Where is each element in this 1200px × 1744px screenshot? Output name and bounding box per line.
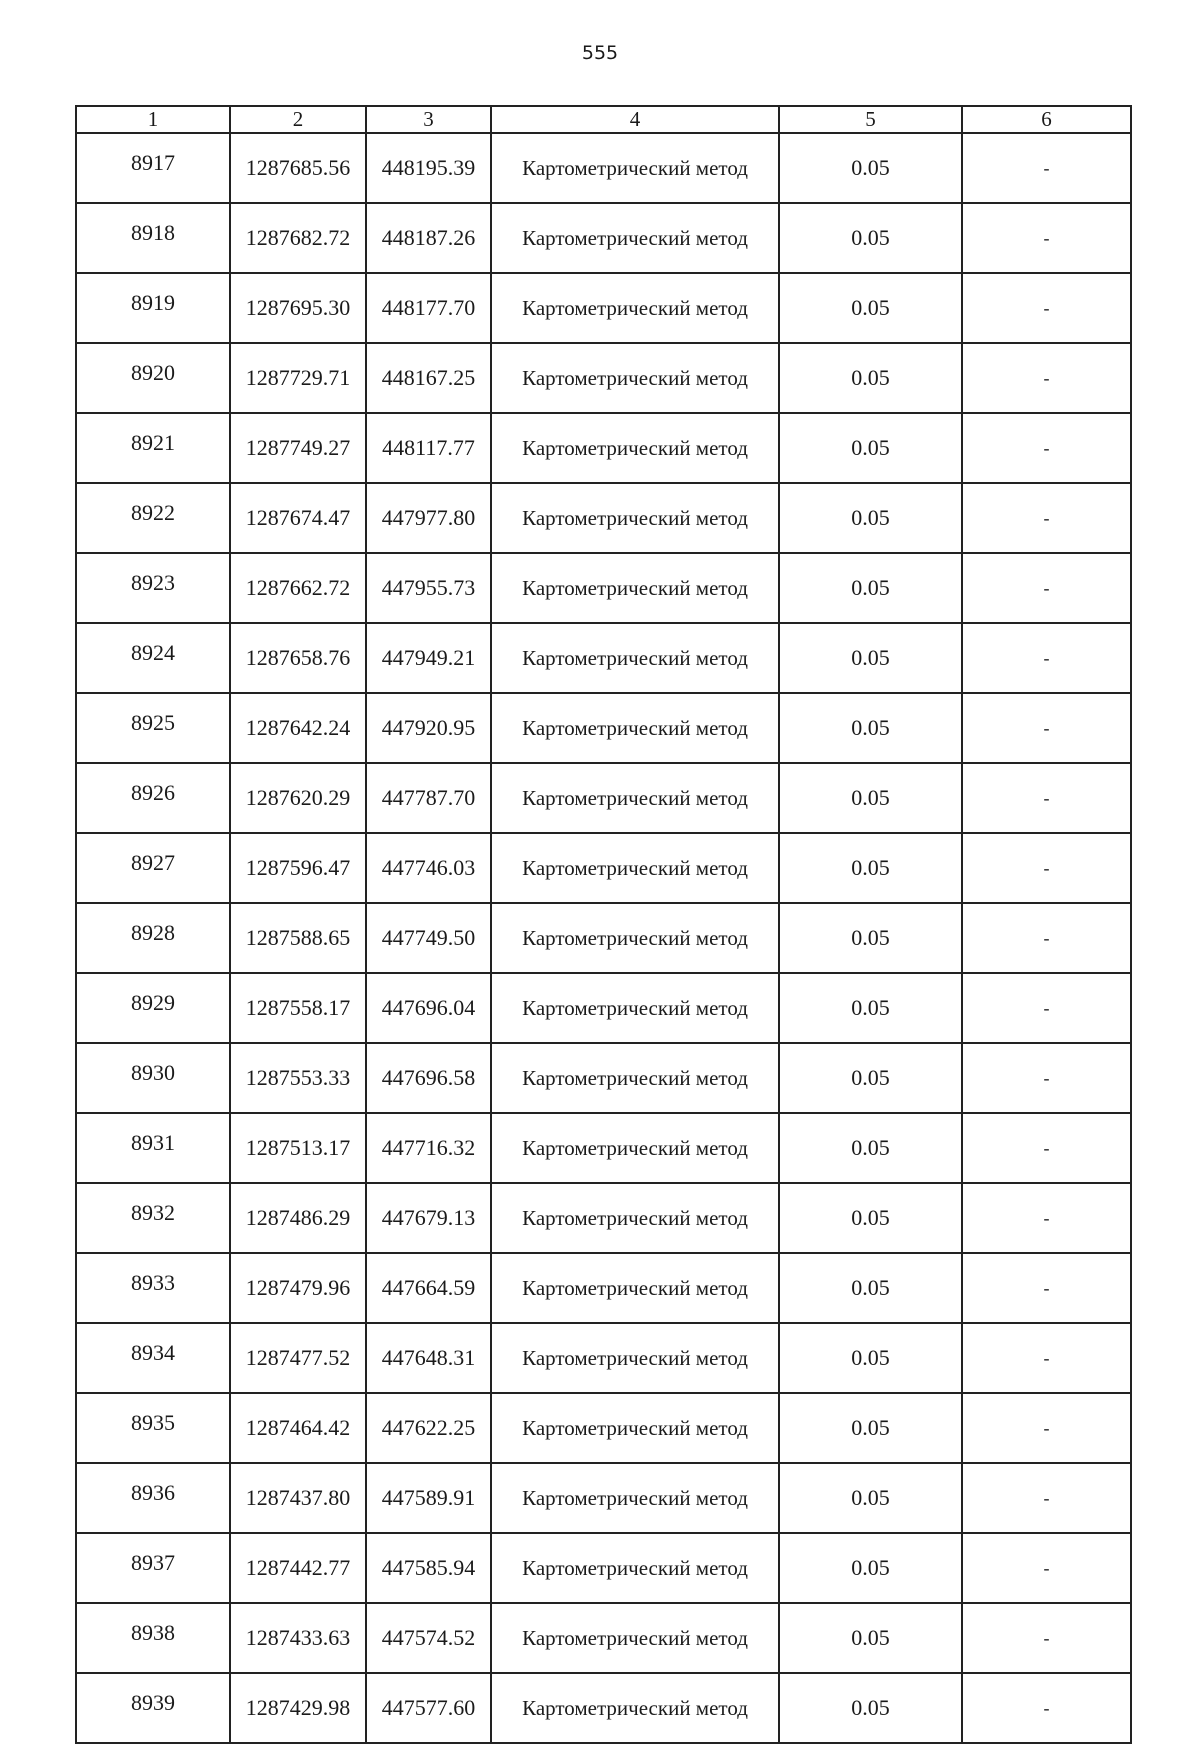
table-row bbox=[76, 1113, 1131, 1183]
accuracy-cell: 0.05 bbox=[779, 203, 962, 273]
column-header-3: 3 bbox=[366, 106, 491, 133]
note-cell: - bbox=[962, 1253, 1131, 1323]
coordinate-y-cell: 447696.04 bbox=[366, 973, 491, 1043]
method-cell: Картометрический метод bbox=[491, 343, 779, 413]
accuracy-cell: 0.05 bbox=[779, 973, 962, 1043]
coordinate-y-cell: 447787.70 bbox=[366, 763, 491, 833]
method-cell: Картометрический метод bbox=[491, 273, 779, 343]
method-cell: Картометрический метод bbox=[491, 973, 779, 1043]
coordinate-y-cell: 447716.32 bbox=[366, 1113, 491, 1183]
table-row bbox=[76, 273, 1131, 343]
accuracy-cell: 0.05 bbox=[779, 1113, 962, 1183]
accuracy-cell: 0.05 bbox=[779, 1043, 962, 1113]
accuracy-cell: 0.05 bbox=[779, 763, 962, 833]
accuracy-cell: 0.05 bbox=[779, 693, 962, 763]
accuracy-cell: 0.05 bbox=[779, 553, 962, 623]
method-cell: Картометрический метод bbox=[491, 483, 779, 553]
point-number-cell: 8924 bbox=[76, 623, 230, 693]
method-cell: Картометрический метод bbox=[491, 1253, 779, 1323]
point-number-cell: 8919 bbox=[76, 273, 230, 343]
note-cell: - bbox=[962, 973, 1131, 1043]
coordinate-y-cell: 447949.21 bbox=[366, 623, 491, 693]
coordinate-x-cell: 1287477.52 bbox=[230, 1323, 366, 1393]
coordinate-x-cell: 1287553.33 bbox=[230, 1043, 366, 1113]
table-row bbox=[76, 973, 1131, 1043]
table-row bbox=[76, 413, 1131, 483]
point-number-cell: 8920 bbox=[76, 343, 230, 413]
coordinate-x-cell: 1287682.72 bbox=[230, 203, 366, 273]
method-cell: Картометрический метод bbox=[491, 553, 779, 623]
header-row bbox=[76, 106, 1131, 133]
note-cell: - bbox=[962, 483, 1131, 553]
coordinate-x-cell: 1287729.71 bbox=[230, 343, 366, 413]
table-body bbox=[76, 133, 1131, 1743]
table-row bbox=[76, 1463, 1131, 1533]
table-row bbox=[76, 1533, 1131, 1603]
coordinate-x-cell: 1287588.65 bbox=[230, 903, 366, 973]
table-row bbox=[76, 763, 1131, 833]
method-cell: Картометрический метод bbox=[491, 1533, 779, 1603]
coordinate-x-cell: 1287685.56 bbox=[230, 133, 366, 203]
coordinate-x-cell: 1287513.17 bbox=[230, 1113, 366, 1183]
method-cell: Картометрический метод bbox=[491, 763, 779, 833]
table-row bbox=[76, 553, 1131, 623]
coordinate-x-cell: 1287658.76 bbox=[230, 623, 366, 693]
note-cell: - bbox=[962, 763, 1131, 833]
column-header-2: 2 bbox=[230, 106, 366, 133]
note-cell: - bbox=[962, 1673, 1131, 1743]
point-number-cell: 8923 bbox=[76, 553, 230, 623]
table-row bbox=[76, 1253, 1131, 1323]
column-header-4: 4 bbox=[491, 106, 779, 133]
coordinate-y-cell: 448195.39 bbox=[366, 133, 491, 203]
accuracy-cell: 0.05 bbox=[779, 1463, 962, 1533]
note-cell: - bbox=[962, 203, 1131, 273]
note-cell: - bbox=[962, 693, 1131, 763]
point-number-cell: 8933 bbox=[76, 1253, 230, 1323]
accuracy-cell: 0.05 bbox=[779, 343, 962, 413]
coordinate-y-cell: 447585.94 bbox=[366, 1533, 491, 1603]
accuracy-cell: 0.05 bbox=[779, 1533, 962, 1603]
table-row bbox=[76, 1603, 1131, 1673]
point-number-cell: 8928 bbox=[76, 903, 230, 973]
method-cell: Картометрический метод bbox=[491, 1043, 779, 1113]
method-cell: Картометрический метод bbox=[491, 623, 779, 693]
note-cell: - bbox=[962, 273, 1131, 343]
note-cell: - bbox=[962, 1533, 1131, 1603]
note-cell: - bbox=[962, 1183, 1131, 1253]
column-header-5: 5 bbox=[779, 106, 962, 133]
note-cell: - bbox=[962, 553, 1131, 623]
table-row bbox=[76, 833, 1131, 903]
table-row bbox=[76, 623, 1131, 693]
note-cell: - bbox=[962, 1113, 1131, 1183]
note-cell: - bbox=[962, 1603, 1131, 1673]
point-number-cell: 8936 bbox=[76, 1463, 230, 1533]
coordinate-y-cell: 447648.31 bbox=[366, 1323, 491, 1393]
method-cell: Картометрический метод bbox=[491, 203, 779, 273]
method-cell: Картометрический метод bbox=[491, 903, 779, 973]
coordinate-y-cell: 448177.70 bbox=[366, 273, 491, 343]
coordinate-x-cell: 1287620.29 bbox=[230, 763, 366, 833]
coordinate-y-cell: 448167.25 bbox=[366, 343, 491, 413]
accuracy-cell: 0.05 bbox=[779, 1183, 962, 1253]
point-number-cell: 8939 bbox=[76, 1673, 230, 1743]
coordinate-x-cell: 1287695.30 bbox=[230, 273, 366, 343]
table-row bbox=[76, 1043, 1131, 1113]
coordinate-y-cell: 447679.13 bbox=[366, 1183, 491, 1253]
accuracy-cell: 0.05 bbox=[779, 1253, 962, 1323]
accuracy-cell: 0.05 bbox=[779, 1603, 962, 1673]
coordinate-y-cell: 448117.77 bbox=[366, 413, 491, 483]
note-cell: - bbox=[962, 833, 1131, 903]
note-cell: - bbox=[962, 903, 1131, 973]
point-number-cell: 8930 bbox=[76, 1043, 230, 1113]
coordinate-x-cell: 1287674.47 bbox=[230, 483, 366, 553]
method-cell: Картометрический метод bbox=[491, 1323, 779, 1393]
table-row bbox=[76, 903, 1131, 973]
note-cell: - bbox=[962, 343, 1131, 413]
coordinate-y-cell: 447920.95 bbox=[366, 693, 491, 763]
coordinate-x-cell: 1287749.27 bbox=[230, 413, 366, 483]
note-cell: - bbox=[962, 413, 1131, 483]
coordinate-y-cell: 447664.59 bbox=[366, 1253, 491, 1323]
coordinate-y-cell: 447749.50 bbox=[366, 903, 491, 973]
coordinate-x-cell: 1287437.80 bbox=[230, 1463, 366, 1533]
coordinate-x-cell: 1287479.96 bbox=[230, 1253, 366, 1323]
table-row bbox=[76, 1673, 1131, 1743]
method-cell: Картометрический метод bbox=[491, 1463, 779, 1533]
coordinate-y-cell: 447577.60 bbox=[366, 1673, 491, 1743]
column-header-1: 1 bbox=[76, 106, 230, 133]
method-cell: Картометрический метод bbox=[491, 693, 779, 763]
coordinate-y-cell: 447746.03 bbox=[366, 833, 491, 903]
coordinate-x-cell: 1287433.63 bbox=[230, 1603, 366, 1673]
method-cell: Картометрический метод bbox=[491, 833, 779, 903]
method-cell: Картометрический метод bbox=[491, 1183, 779, 1253]
point-number-cell: 8922 bbox=[76, 483, 230, 553]
coordinate-y-cell: 447589.91 bbox=[366, 1463, 491, 1533]
note-cell: - bbox=[962, 1463, 1131, 1533]
point-number-cell: 8927 bbox=[76, 833, 230, 903]
accuracy-cell: 0.05 bbox=[779, 133, 962, 203]
coordinate-y-cell: 447622.25 bbox=[366, 1393, 491, 1463]
point-number-cell: 8934 bbox=[76, 1323, 230, 1393]
column-header-6: 6 bbox=[962, 106, 1131, 133]
page-number: 555 bbox=[581, 42, 619, 64]
coordinate-y-cell: 447696.58 bbox=[366, 1043, 491, 1113]
note-cell: - bbox=[962, 1043, 1131, 1113]
coordinate-y-cell: 448187.26 bbox=[366, 203, 491, 273]
accuracy-cell: 0.05 bbox=[779, 903, 962, 973]
table-row bbox=[76, 483, 1131, 553]
table-header bbox=[76, 106, 1131, 133]
coordinate-x-cell: 1287596.47 bbox=[230, 833, 366, 903]
table-row bbox=[76, 1393, 1131, 1463]
accuracy-cell: 0.05 bbox=[779, 1323, 962, 1393]
coordinate-y-cell: 447574.52 bbox=[366, 1603, 491, 1673]
coordinate-x-cell: 1287442.77 bbox=[230, 1533, 366, 1603]
table-row bbox=[76, 693, 1131, 763]
table-row bbox=[76, 203, 1131, 273]
point-number-cell: 8929 bbox=[76, 973, 230, 1043]
coordinate-y-cell: 447955.73 bbox=[366, 553, 491, 623]
note-cell: - bbox=[962, 133, 1131, 203]
point-number-cell: 8935 bbox=[76, 1393, 230, 1463]
coordinates-table bbox=[75, 105, 1132, 1744]
accuracy-cell: 0.05 bbox=[779, 623, 962, 693]
table-row bbox=[76, 1323, 1131, 1393]
coordinate-x-cell: 1287429.98 bbox=[230, 1673, 366, 1743]
table-row bbox=[76, 133, 1131, 203]
point-number-cell: 8926 bbox=[76, 763, 230, 833]
accuracy-cell: 0.05 bbox=[779, 1393, 962, 1463]
method-cell: Картометрический метод bbox=[491, 1393, 779, 1463]
point-number-cell: 8921 bbox=[76, 413, 230, 483]
coordinate-x-cell: 1287558.17 bbox=[230, 973, 366, 1043]
method-cell: Картометрический метод bbox=[491, 1113, 779, 1183]
point-number-cell: 8937 bbox=[76, 1533, 230, 1603]
method-cell: Картометрический метод bbox=[491, 1673, 779, 1743]
accuracy-cell: 0.05 bbox=[779, 413, 962, 483]
point-number-cell: 8918 bbox=[76, 203, 230, 273]
point-number-cell: 8917 bbox=[76, 133, 230, 203]
note-cell: - bbox=[962, 1393, 1131, 1463]
method-cell: Картометрический метод bbox=[491, 1603, 779, 1673]
point-number-cell: 8931 bbox=[76, 1113, 230, 1183]
note-cell: - bbox=[962, 623, 1131, 693]
coordinate-x-cell: 1287642.24 bbox=[230, 693, 366, 763]
point-number-cell: 8932 bbox=[76, 1183, 230, 1253]
accuracy-cell: 0.05 bbox=[779, 483, 962, 553]
method-cell: Картометрический метод bbox=[491, 133, 779, 203]
method-cell: Картометрический метод bbox=[491, 413, 779, 483]
coordinate-x-cell: 1287486.29 bbox=[230, 1183, 366, 1253]
accuracy-cell: 0.05 bbox=[779, 273, 962, 343]
coordinate-y-cell: 447977.80 bbox=[366, 483, 491, 553]
coordinate-x-cell: 1287464.42 bbox=[230, 1393, 366, 1463]
table-row bbox=[76, 343, 1131, 413]
accuracy-cell: 0.05 bbox=[779, 1673, 962, 1743]
table-row bbox=[76, 1183, 1131, 1253]
note-cell: - bbox=[962, 1323, 1131, 1393]
coordinate-x-cell: 1287662.72 bbox=[230, 553, 366, 623]
point-number-cell: 8925 bbox=[76, 693, 230, 763]
accuracy-cell: 0.05 bbox=[779, 833, 962, 903]
point-number-cell: 8938 bbox=[76, 1603, 230, 1673]
